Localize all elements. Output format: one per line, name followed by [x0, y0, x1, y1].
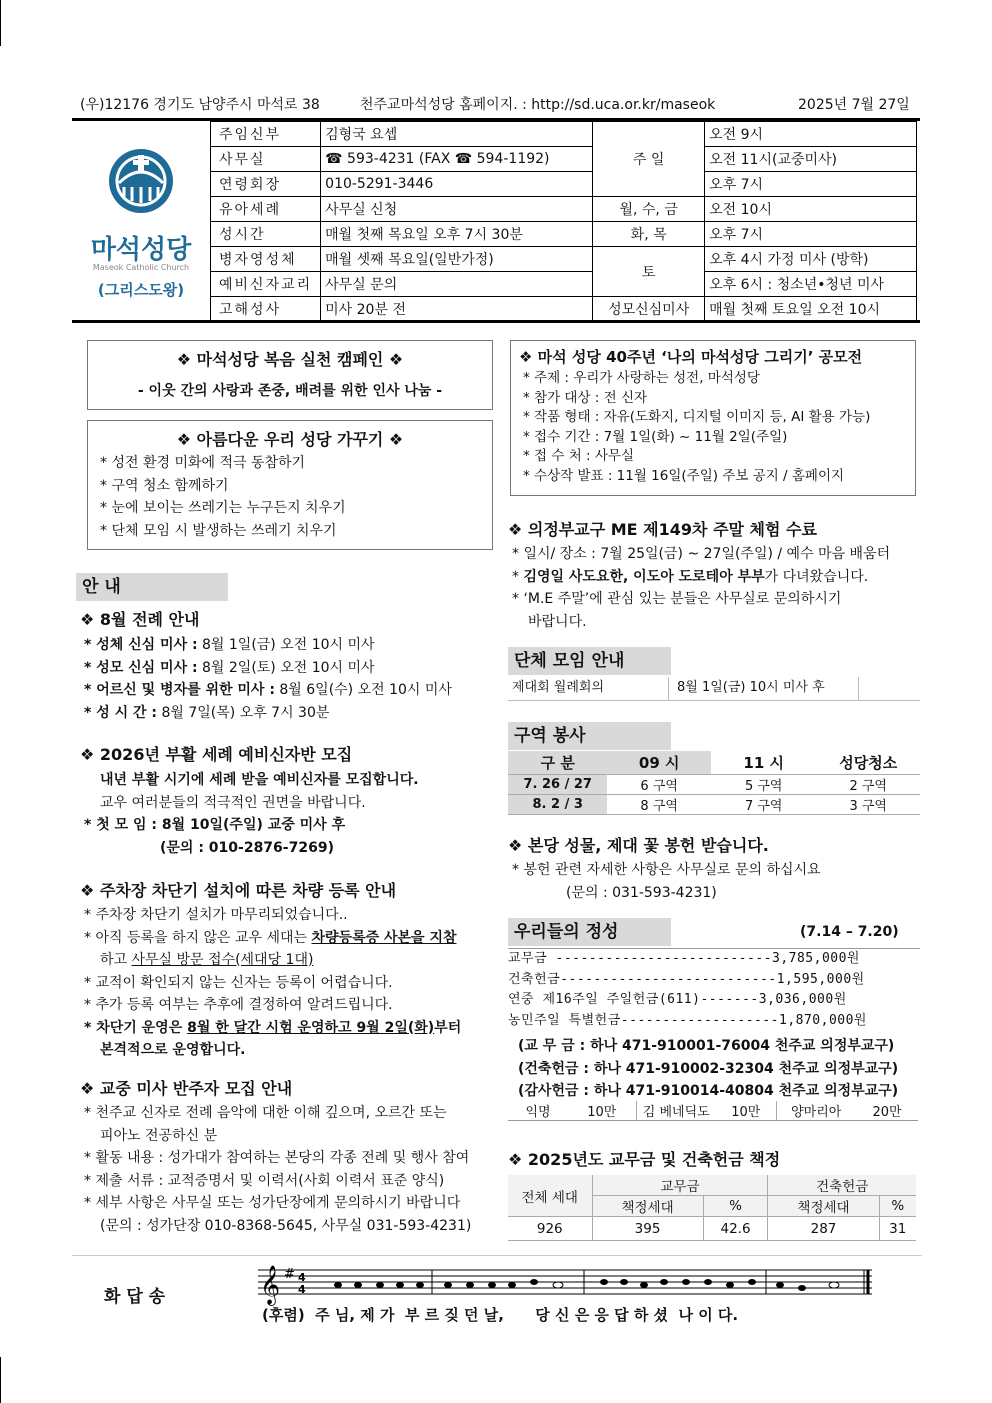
assessment-group: 건축헌금: [768, 1175, 916, 1196]
campaign-subtitle: - 이웃 간의 사랑과 존중, 배려를 위한 인사 나눔 -: [137, 383, 443, 399]
me-line: * 일시/ 장소 : 7월 25일(금) ~ 27일(주일) / 예수 마음 배움터: [512, 546, 891, 562]
offering-items-title: ❖ 본당 성물, 제대 꽃 봉헌 받습니다.: [508, 836, 769, 855]
info-value: ☎ 593-4231 (FAX ☎ 594-1192): [321, 147, 593, 172]
svg-text:4: 4: [298, 1271, 306, 1284]
parking-emph: 8월 한 달간 시험 운영하고 9월 2일(화): [187, 1019, 435, 1036]
account-line: (교 무 금 : 하나 471-910001-76004 천주교 의정부교구): [518, 1038, 895, 1054]
thanks-cell: 10만: [716, 1101, 776, 1121]
offering-line: 교무금 --------------------------3,785,000원: [508, 951, 860, 966]
mass-tt-label: 화, 목: [593, 222, 705, 247]
me-section: [508, 517, 920, 633]
district-cell: 5 구역: [711, 774, 817, 794]
mass-tt: 오후 7시: [705, 222, 917, 247]
info-label: 고해성사: [211, 297, 321, 322]
offering-line: 연중 제16주일 주일헌금(611)-------3,036,000원: [508, 992, 847, 1007]
catechumen-label: * 첫 모 임 :: [84, 817, 162, 833]
group-when: 8월 1일(금) 10시 미사 후: [668, 677, 825, 701]
me-line: *: [512, 568, 524, 585]
mass-sat-2: 오후 6시 : 청소년•청년 미사: [705, 272, 917, 297]
campaign-box: [87, 340, 493, 410]
thanks-table: [508, 1101, 918, 1121]
logo-name: 마석성당: [90, 235, 192, 265]
svg-text:4: 4: [298, 1283, 306, 1296]
list-item: * 참가 대상 : 전 신자: [523, 389, 648, 406]
assessment-value: 926: [508, 1217, 592, 1241]
accomp-line: * 천주교 신자로 전례 음악에 대한 이해 깊으며, 오르간 또는: [84, 1105, 447, 1121]
campaign-title: ❖ 마석성당 복음 실천 캠페인 ❖: [176, 350, 404, 369]
aug-label: * 성모 신심 미사 :: [84, 659, 198, 676]
list-item: * 접수 기간 : 7월 1일(화) ~ 11월 2일(주일): [523, 428, 788, 445]
assessment-group: 교무금: [592, 1175, 768, 1196]
me-line: 가 다녀왔습니다.: [764, 568, 869, 585]
thanks-cell: 김 베네딕도: [636, 1101, 716, 1121]
mass-firstsat: 매월 첫째 토요일 오전 10시: [705, 297, 917, 322]
info-label: 예비신자교리: [211, 272, 321, 297]
parish-info-block: [72, 118, 920, 323]
parking-line: * 차단기 운영은: [84, 1019, 188, 1036]
svg-text:#: #: [284, 1267, 295, 1282]
catechumen-title: ❖ 2026년 부활 세례 예비신자반 모집: [80, 745, 353, 764]
parking-line: * 아직 등록을 하지 않은 교우 세대는: [84, 929, 312, 946]
parking-line: * 추가 등록 여부는 추후에 결정하여 알려드립니다.: [84, 997, 393, 1013]
thanks-cell: 10만: [568, 1101, 636, 1121]
list-item: * 단체 모임 시 발생하는 쓰레기 치우기: [100, 522, 337, 539]
district-cell: 7. 26 / 27: [508, 774, 607, 794]
offering-items-section: [508, 833, 920, 904]
catechumen-date: 8월 10일(주일) 교중 미사 후: [161, 817, 346, 833]
mass-sat-1: 오후 4시 가정 미사 (방학): [705, 247, 917, 272]
mass-firstsat-label: 성모신심미사: [593, 297, 705, 322]
accomp-line: * 세부 사항은 사무실 또는 성가단장에게 문의하시기 바랍니다: [84, 1195, 461, 1211]
me-line: 바랍니다.: [528, 613, 587, 630]
me-title: ❖ 의정부교구 ME 제149차 주말 체험 수료: [508, 520, 817, 539]
parking-emph: 차량등록증 사본을 지참: [311, 929, 457, 946]
district-cell: 7 구역: [711, 794, 817, 814]
mass-mwf-label: 월, 수, 금: [593, 197, 705, 222]
parking-line: 부터: [434, 1019, 462, 1036]
notice-header: 안 내: [76, 573, 228, 601]
info-label: 주임신부: [211, 122, 321, 147]
august-title: ❖ 8월 전례 안내: [80, 610, 200, 629]
district-cell: 2 구역: [816, 774, 920, 794]
aug-label: * 어르신 및 병자를 위한 미사 :: [84, 682, 275, 698]
info-label: 연령회장: [211, 172, 321, 197]
thanks-cell: 양마리아: [776, 1101, 856, 1121]
info-value: 사무실 신청: [321, 197, 593, 222]
assessment-sub: 책정세대: [768, 1196, 879, 1217]
district-col: 11 시: [711, 751, 817, 774]
mass-sunday-2: 오전 11시(교중미사): [705, 147, 917, 172]
mass-mwf: 오전 10시: [705, 197, 917, 222]
list-item: * 구역 청소 함께하기: [100, 477, 229, 494]
info-value: 미사 20분 전: [321, 297, 593, 322]
catechumen-line: 교우 여러분들의 적극적인 권면을 바랍니다.: [100, 794, 366, 811]
parking-line: 하고: [100, 952, 132, 968]
mass-sat-label: 토: [593, 247, 705, 297]
address: (우)12176 경기도 남양주시 마석로 38: [80, 97, 320, 113]
district-cell: 8 구역: [607, 794, 711, 814]
assessment-total-label: 전체 세대: [508, 1175, 592, 1217]
logo-motto: (그리스도왕): [97, 281, 185, 299]
catechumen-line: 내년 부활 시기에 세례 받을 예비신자를 모집합니다.: [100, 772, 419, 788]
group-name: 제대회 월례회의: [512, 680, 605, 695]
parking-title: ❖ 주차장 차단기 설치에 따른 차량 등록 안내: [80, 881, 397, 900]
list-item: * 주제 : 우리가 사랑하는 성전, 마석성당: [523, 370, 760, 386]
parish-logo: [72, 121, 210, 320]
district-cell: 3 구역: [816, 794, 920, 814]
assessment-value: 287: [768, 1217, 879, 1241]
accomp-line: * 제출 서류 : 교적증명서 및 이력서(사회 이력서 표준 양식): [84, 1172, 445, 1189]
assessment-table: [508, 1175, 916, 1241]
bulletin-date: 2025년 7월 27일: [798, 97, 910, 113]
info-label: 성시간: [211, 222, 321, 247]
aug-text: 8월 1일(금) 오전 10시 미사: [197, 637, 375, 653]
mass-sunday-label: 주 일: [593, 122, 705, 197]
aug-label: * 성 시 간 :: [84, 704, 157, 721]
accompanist-title: ❖ 교중 미사 반주자 모집 안내: [80, 1079, 293, 1098]
district-table: [508, 751, 920, 815]
assessment-value: 42.6: [703, 1217, 768, 1241]
account-line: (감사헌금 : 하나 471-910014-40804 천주교 의정부교구): [518, 1083, 899, 1099]
offerings-header: 우리들의 정성: [508, 918, 671, 946]
info-value: 매월 셋째 목요일(일반가정): [321, 247, 593, 272]
district-col: 성당청소: [816, 751, 920, 774]
catechumen-contact: (문의 : 010-2876-7269): [160, 839, 334, 856]
groups-row: [508, 677, 920, 701]
assessment-value: 31: [879, 1217, 916, 1241]
offerings-list: [508, 948, 920, 1103]
aug-text: 8월 2일(토) 오전 10시 미사: [197, 659, 375, 676]
offerings-period: (7.14 – 7.20): [800, 924, 899, 940]
list-item: * 성전 환경 미화에 적극 동참하기: [100, 455, 306, 471]
parking-line: 본격적으로 운영합니다.: [100, 1042, 246, 1058]
list-item: * 눈에 보이는 쓰레기는 누구든지 치우기: [100, 500, 346, 516]
info-value: 김형국 요셉: [321, 122, 593, 147]
offering-line: 건축헌금--------------------------1,595,000원: [508, 971, 865, 987]
assessment-sub: 책정세대: [592, 1196, 703, 1217]
accomp-line: (문의 : 성가단장 010-8368-5645, 사무실 031-593-4231): [100, 1217, 472, 1234]
accomp-line: 피아노 전공하신 분: [100, 1127, 218, 1144]
info-label: 병자영성체: [211, 247, 321, 272]
mass-sunday-3: 오후 7시: [705, 172, 917, 197]
district-col: 09 시: [607, 751, 711, 774]
aug-text: 8월 7일(목) 오후 7시 30분: [157, 704, 330, 721]
accomp-line: * 활동 내용 : 성가대가 참여하는 본당의 각종 전례 및 행사 참여: [84, 1150, 470, 1166]
august-liturgy-section: [80, 607, 500, 724]
mass-sunday-1: 오전 9시: [705, 122, 917, 147]
beautify-box: [87, 420, 493, 550]
offering-items-contact: (문의 : 031-593-4231): [566, 884, 717, 901]
svg-text:𝄞: 𝄞: [260, 1265, 281, 1305]
parish-info-table: [210, 121, 917, 322]
assessment-title: ❖ 2025년도 교무금 및 건축헌금 책정: [508, 1150, 781, 1169]
psalm-label: 화 답 송: [104, 1287, 166, 1307]
account-line: (건축헌금 : 하나 471-910002-32304 천주교 의정부교구): [518, 1060, 899, 1077]
district-col: 구 분: [508, 751, 607, 774]
info-value: 010-5291-3446: [321, 172, 593, 197]
assessment-value: 395: [592, 1217, 703, 1241]
district-header: 구역 봉사: [508, 722, 671, 750]
thanks-cell: 익명: [508, 1101, 568, 1121]
offering-items-line: * 봉헌 관련 자세한 사항은 사무실로 문의 하십시요: [512, 862, 821, 878]
list-item: * 접 수 처 : 사무실: [523, 448, 635, 464]
district-cell: 6 구역: [607, 774, 711, 794]
parking-emph: 사무실 방문 접수(세대당 1대): [131, 952, 314, 968]
district-cell: 8. 2 / 3: [508, 794, 607, 814]
aug-text: 8월 6일(수) 오전 10시 미사: [274, 682, 452, 698]
homepage: 천주교마석성당 홈페이지. : http://sd.uca.or.kr/maseok: [360, 97, 716, 113]
groups-header: 단체 모임 안내: [508, 647, 671, 675]
offering-line: 농민주일 특별헌금-------------------1,870,000원: [508, 1012, 867, 1028]
beautify-title: ❖ 아름다운 우리 성당 가꾸기 ❖: [176, 430, 404, 449]
parking-line: * 주차장 차단기 설치가 마무리되었습니다..: [84, 907, 348, 923]
psalm-lyrics: (후렴) 주 님, 제 가 부 르 짖 던 날, 당 신 은 응 답 하 셨 나 이 다.: [262, 1306, 739, 1324]
parking-line: * 교적이 확인되지 않는 신자는 등록이 어렵습니다.: [84, 974, 393, 991]
catechumen-section: [80, 742, 500, 859]
contest-title: ❖ 마석 성당 40주년 ‘나의 마석성당 그리기’ 공모전: [519, 348, 863, 366]
me-line: * ‘M.E 주말’에 관심 있는 분들은 사무실로 문의하시기: [512, 591, 842, 607]
assessment-sub: %: [879, 1196, 916, 1217]
info-label: 유아세례: [211, 197, 321, 222]
list-item: * 수상작 발표 : 11월 16일(주일) 주보 공지 / 홈페이지: [523, 467, 845, 484]
aug-label: * 성체 신심 미사 :: [84, 637, 198, 653]
info-value: 매월 첫째 목요일 오후 7시 30분: [321, 222, 593, 247]
assessment-sub: %: [703, 1196, 768, 1217]
logo-english: Maseok Catholic Church: [92, 263, 190, 272]
parking-section: [80, 878, 500, 1062]
music-staff: [258, 1262, 878, 1306]
list-item: * 작품 형태 : 자유(도화지, 디지털 이미지 등, AI 활용 가능): [523, 409, 871, 425]
info-value: 사무실 문의: [321, 272, 593, 297]
thanks-cell: 20만: [856, 1101, 918, 1121]
contest-box: [510, 340, 916, 496]
me-names: 김영일 사도요한, 이도아 도로테아 부부: [523, 568, 765, 585]
accompanist-section: [80, 1076, 500, 1237]
info-label: 사무실: [211, 147, 321, 172]
